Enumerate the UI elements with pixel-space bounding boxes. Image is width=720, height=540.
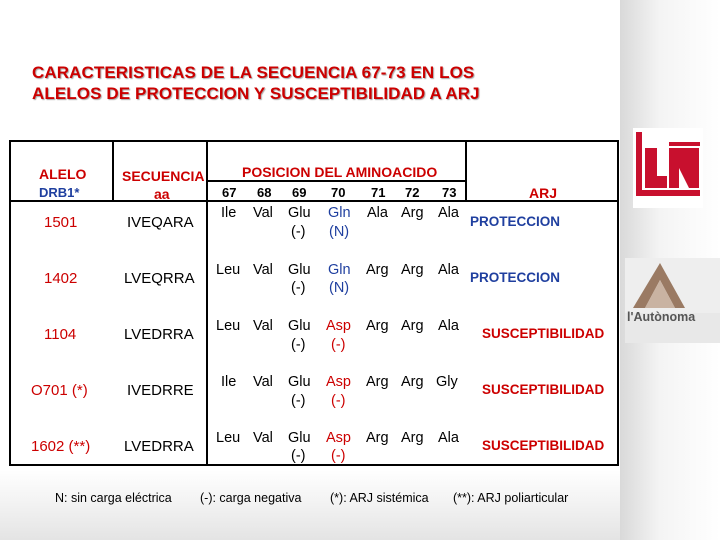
aa-71: Arg xyxy=(366,318,389,334)
footnote-neutral: N: sin carga eléctrica xyxy=(55,491,172,505)
charge-70: (-) xyxy=(331,337,346,353)
aa-72: Arg xyxy=(401,374,424,390)
charge-69: (-) xyxy=(291,224,306,240)
aa-67: Ile xyxy=(221,374,237,390)
position-68: 68 xyxy=(257,185,272,200)
aa-70: Asp xyxy=(326,374,351,390)
aa-67: Leu xyxy=(216,262,241,278)
arj-status: PROTECCION xyxy=(470,270,561,285)
title-line-1: CARACTERISTICAS DE LA SECUENCIA 67-73 EN LOS xyxy=(32,63,475,82)
footnote-negative: (-): carga negativa xyxy=(200,491,302,505)
uab-logo xyxy=(625,258,720,343)
aa-73: Ala xyxy=(438,262,459,278)
slide-title xyxy=(32,62,480,104)
arj-status: SUSCEPTIBILIDAD xyxy=(482,438,605,453)
charge-70: (N) xyxy=(329,280,350,296)
aa-68: Val xyxy=(253,318,273,334)
title-line-2: ALELOS DE PROTECCION Y SUSCEPTIBILIDAD A ARJ xyxy=(32,84,480,103)
aa-71: Arg xyxy=(366,374,389,390)
footnote-polyarticular: (**): ARJ poliarticular xyxy=(453,491,569,505)
sequence-cell: IVEDRRE xyxy=(127,382,194,399)
header-drb1: DRB1* xyxy=(39,185,80,200)
aa-67: Ile xyxy=(221,205,237,221)
aa-69: Glu xyxy=(288,318,311,334)
aa-68: Val xyxy=(253,205,273,221)
position-69: 69 xyxy=(292,185,307,200)
aa-69: Glu xyxy=(288,374,311,390)
aa-70: Asp xyxy=(326,318,351,334)
charge-70: (N) xyxy=(329,224,350,240)
footnote-systemic: (*): ARJ sistémica xyxy=(330,491,429,505)
sequence-cell: LVEQRRA xyxy=(124,270,195,287)
charge-69: (-) xyxy=(291,337,306,353)
un-logo xyxy=(633,128,703,208)
aa-68: Val xyxy=(253,430,273,446)
arj-status: SUSCEPTIBILIDAD xyxy=(482,382,605,397)
position-71: 71 xyxy=(371,185,386,200)
position-70: 70 xyxy=(331,185,346,200)
arj-status: SUSCEPTIBILIDAD xyxy=(482,326,605,341)
charge-69: (-) xyxy=(291,393,306,409)
aa-72: Arg xyxy=(401,262,424,278)
aa-71: Arg xyxy=(366,430,389,446)
header-alelo: ALELO xyxy=(39,166,87,182)
allele-cell: O701 (*) xyxy=(31,382,88,399)
aa-71: Ala xyxy=(367,205,388,221)
aa-72: Arg xyxy=(401,430,424,446)
aa-73: Ala xyxy=(438,205,459,221)
aa-69: Glu xyxy=(288,430,311,446)
aa-67: Leu xyxy=(216,318,241,334)
aa-73: Gly xyxy=(436,374,458,390)
allele-cell: 1501 xyxy=(44,214,78,231)
column-divider xyxy=(112,142,114,200)
allele-cell: 1602 (**) xyxy=(31,438,91,455)
charge-70: (-) xyxy=(331,393,346,409)
aa-70: Gln xyxy=(328,205,351,221)
header-secuencia: SECUENCIA xyxy=(122,168,205,184)
column-divider xyxy=(206,200,208,464)
sequence-cell: LVEDRRA xyxy=(124,438,194,455)
header-arj: ARJ xyxy=(529,185,558,201)
position-72: 72 xyxy=(405,185,420,200)
aa-71: Arg xyxy=(366,262,389,278)
charge-69: (-) xyxy=(291,280,306,296)
column-divider xyxy=(206,142,208,200)
aa-72: Arg xyxy=(401,318,424,334)
aa-68: Val xyxy=(253,262,273,278)
aa-73: Ala xyxy=(438,318,459,334)
header-aa: aa xyxy=(154,186,170,202)
charge-70: (-) xyxy=(331,448,346,464)
sequence-cell: LVEDRRA xyxy=(124,326,194,343)
position-73: 73 xyxy=(442,185,457,200)
sequence-table xyxy=(9,140,619,466)
uab-logo-text: l'Autònoma xyxy=(627,310,696,324)
sequence-cell: IVEQARA xyxy=(127,214,194,231)
charge-69: (-) xyxy=(291,448,306,464)
position-67: 67 xyxy=(222,185,237,200)
aa-68: Val xyxy=(253,374,273,390)
aa-67: Leu xyxy=(216,430,241,446)
uab-logo-mark xyxy=(625,258,720,343)
arj-status: PROTECCION xyxy=(470,214,561,229)
aa-72: Arg xyxy=(401,205,424,221)
aa-70: Gln xyxy=(328,262,351,278)
allele-cell: 1402 xyxy=(44,270,78,287)
aa-69: Glu xyxy=(288,262,311,278)
allele-cell: 1104 xyxy=(44,326,77,343)
header-underline xyxy=(206,180,465,182)
header-posicion: POSICION DEL AMINOACIDO xyxy=(242,164,438,180)
column-divider xyxy=(465,142,467,200)
aa-69: Glu xyxy=(288,205,311,221)
header-bottom-line xyxy=(11,200,617,202)
aa-73: Ala xyxy=(438,430,459,446)
aa-70: Asp xyxy=(326,430,351,446)
